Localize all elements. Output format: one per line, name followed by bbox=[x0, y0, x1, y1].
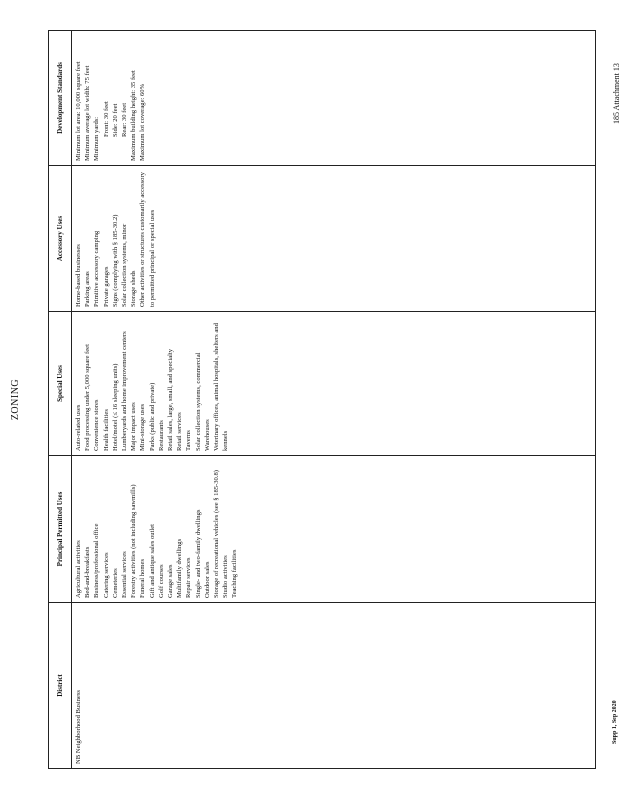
list-item: Outdoor sales bbox=[203, 561, 211, 598]
list-item: Private garages bbox=[102, 266, 110, 307]
list-item: Auto-related uses bbox=[75, 404, 82, 451]
list-item: Parking areas bbox=[84, 271, 92, 307]
list-item: Retail services bbox=[176, 412, 184, 451]
list-item: Solar collection systems, commercial bbox=[194, 352, 202, 451]
list-item: Food processing under 5,000 square feet bbox=[84, 344, 92, 451]
list-item: Storage of recreational vehicles (see § 185-30.8) bbox=[213, 470, 221, 598]
list-item: Warehouses bbox=[203, 419, 211, 451]
list-item: Lumberyards and home improvement centers bbox=[121, 331, 129, 451]
list-item: Essential services bbox=[121, 551, 129, 598]
list-item: Rear: 30 feet bbox=[121, 102, 129, 137]
list-item: Side: 20 feet bbox=[111, 103, 119, 137]
list-item: Gift and antique sales outlet bbox=[148, 524, 156, 598]
list-item: Multifamily dwellings bbox=[176, 538, 184, 598]
table-header-row bbox=[49, 31, 72, 769]
list-item: Parks (public and private) bbox=[148, 382, 156, 451]
header-development-standards: Development Standards bbox=[49, 31, 72, 166]
list-item: Bed-and-breakfasts bbox=[84, 546, 92, 598]
cell-development-standards bbox=[72, 31, 596, 166]
header-district: District bbox=[49, 603, 72, 769]
zoning-table bbox=[48, 30, 596, 769]
list-item: Taverns bbox=[185, 430, 193, 451]
table-row bbox=[72, 31, 596, 769]
list-item: Health facilities bbox=[102, 409, 110, 451]
list-item: Storage sheds bbox=[130, 270, 138, 307]
list-item: Catering services bbox=[102, 552, 110, 598]
list-item: Maximum building height: 35 feet bbox=[130, 70, 138, 161]
list-item: Major impact uses bbox=[130, 402, 138, 451]
list-item: Golf courses bbox=[157, 564, 165, 598]
list-item: Maximum lot coverage: 60% bbox=[139, 83, 147, 161]
list-item: Funeral homes bbox=[139, 558, 147, 598]
header-accessory-uses: Accessory Uses bbox=[49, 166, 72, 312]
list-item: Convenience stores bbox=[93, 399, 101, 451]
cell-district bbox=[72, 603, 596, 769]
cell-principal-uses bbox=[72, 456, 596, 603]
list-item: Teaching facilities bbox=[231, 549, 239, 598]
attachment-label: 185 Attachment 13 bbox=[612, 63, 621, 124]
header-principal-uses: Principal Permitted Uses bbox=[49, 456, 72, 603]
page-title: ZONING bbox=[10, 378, 21, 421]
header-special-uses: Special Uses bbox=[49, 312, 72, 456]
list-item: Primitive accessory camping bbox=[93, 230, 101, 307]
list-item: Signs (complying with § 185-30.2) bbox=[111, 214, 119, 307]
list-item: Hotel/motel (≤ 16 sleeping units) bbox=[111, 363, 119, 451]
list-item: Retail sales, large, small, and specialty bbox=[167, 348, 175, 451]
list-item: Front: 30 feet bbox=[102, 101, 110, 137]
list-item: Business/professional office bbox=[93, 523, 101, 598]
list-item: Restaurants bbox=[157, 420, 165, 451]
list-item: Forestry activities (not including sawmills) bbox=[130, 484, 138, 598]
district-name: NB Neighborhood Business bbox=[75, 690, 82, 764]
list-item: Studio activities bbox=[222, 555, 230, 598]
list-item: Minimum lot area: 10,000 square feet bbox=[75, 61, 82, 161]
supplement-label: Supp 1, Sep 2020 bbox=[612, 700, 618, 744]
list-item: Solar collection systems, minor bbox=[121, 223, 129, 307]
list-item: Mini-storage uses bbox=[139, 403, 147, 451]
list-item: Agricultural activities bbox=[75, 540, 82, 598]
list-item: Other activities or structures customarily accessory to permitted principal or special uses bbox=[139, 172, 156, 307]
list-item: Garage sales bbox=[167, 564, 175, 598]
list-item: Home-based businesses bbox=[75, 244, 82, 307]
list-item: Repair services bbox=[185, 557, 193, 598]
list-item: Veterinary offices, animal hospitals, shelters and kennels bbox=[213, 323, 230, 451]
list-item: Minimum average lot width: 75 feet bbox=[84, 65, 92, 161]
list-item: Minimum yards: bbox=[93, 116, 101, 161]
list-item: Cemeteries bbox=[111, 568, 119, 598]
cell-special-uses bbox=[72, 312, 596, 456]
cell-accessory-uses bbox=[72, 166, 596, 312]
list-item: Single- and two-family dwellings bbox=[194, 509, 202, 598]
